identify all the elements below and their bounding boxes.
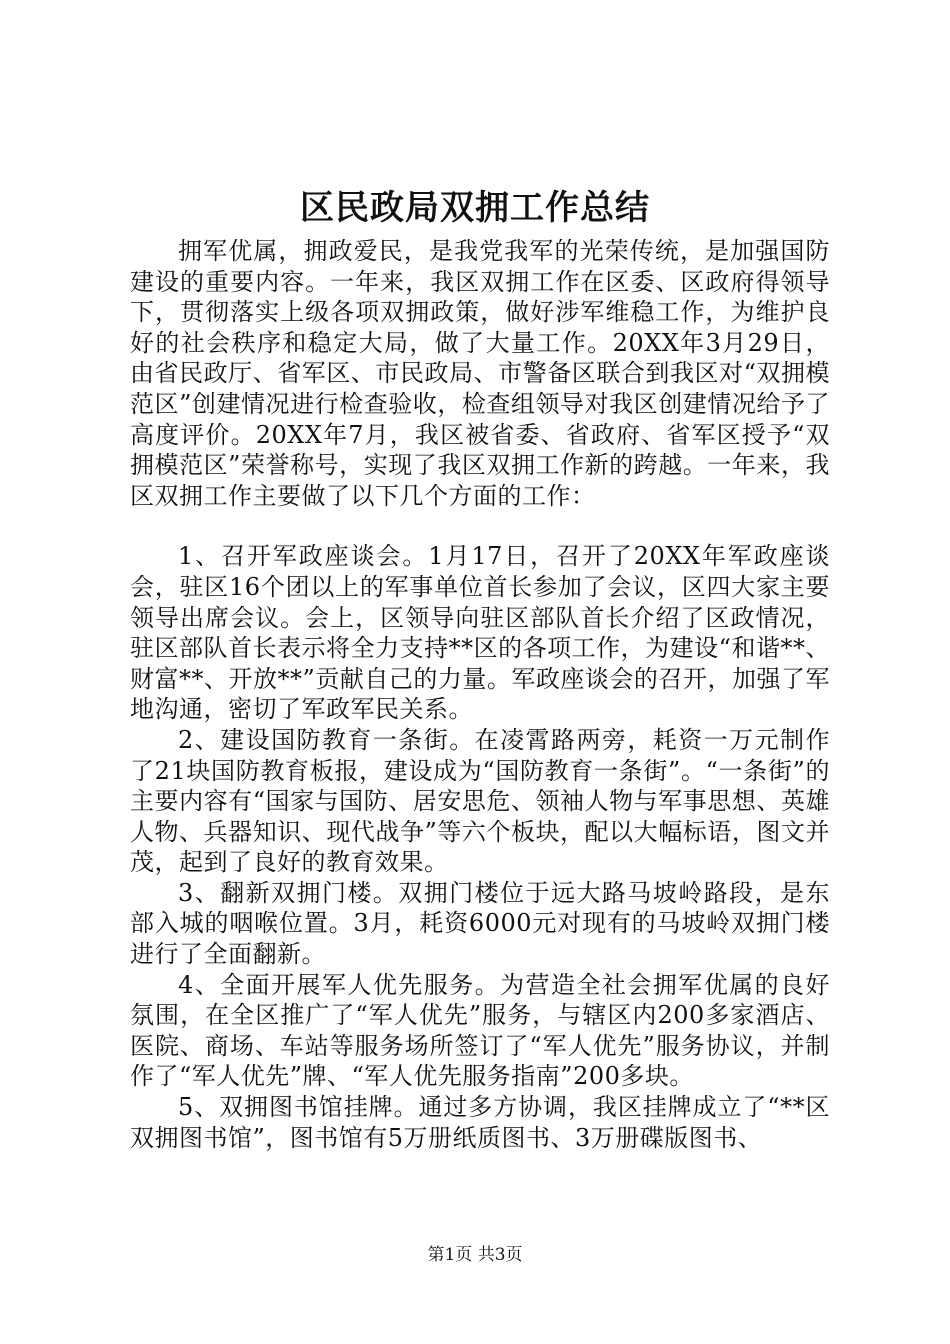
paragraph-intro: 拥军优属，拥政爱民，是我党我军的光荣传统，是加强国防建设的重要内容。一年来，我区双拥工作在区委、区政府得领导下，贯彻落实上级各项双拥政策，做好涉军维稳工作，为维护良好的社会秩序和稳定大局，做了大量工作。20XX年3月29日，由省民政厅、省军区、市民政局、市警备区联合到我区对“双拥模范区”创建情况进行检查验收，检查组领导对我区创建情况给予了高度评价。20XX年7月，我区被省委、省政府、省军区授予“双拥模范区”荣誉称号，实现了我区双拥工作新的跨越。一年来，我区双拥工作主要做了以下几个方面的工作： [130,237,830,510]
paragraph-item-2: 2、建设国防教育一条街。在凌霄路两旁，耗资一万元制作了21块国防教育板报，建设成为“国防教育一条街”。“一条街”的主要内容有“国家与国防、居安思危、领袖人物与军事思想、英雄人物、兵器知识、现代战争”等六个板块，配以大幅标语，图文并茂，起到了良好的教育效果。 [130,725,830,877]
page-number-footer: 第1页 共3页 [427,1245,523,1265]
paragraph-item-5: 5、双拥图书馆挂牌。通过多方协调，我区挂牌成立了“**区双拥图书馆”，图书馆有5万册纸质图书、3万册碟版图书、 [130,1093,830,1152]
document-title: 区民政局双拥工作总结 [300,188,650,228]
paragraph-item-1: 1、召开军政座谈会。1月17日，召开了20XX年军政座谈会，驻区16个团以上的军事单位首长参加了会议，区四大家主要领导出席会议。会上，区领导向驻区部队首长介绍了区政情况，驻区部队首长表示将全力支持**区的各项工作，为建设“和谐**、财富**、开放**”贡献自己的力量。军政座谈会的召开，加强了军地沟通，密切了军政军民关系。 [130,542,830,724]
document-body [130,236,830,1153]
paragraph-item-4: 4、全面开展军人优先服务。为营造全社会拥军优属的良好氛围，在全区推广了“军人优先”服务，与辖区内200多家酒店、医院、商场、车站等服务场所签订了“军人优先”服务协议，并制作了“军人优先”牌、“军人优先服务指南”200多块。 [130,970,830,1091]
paragraph-item-3: 3、翻新双拥门楼。双拥门楼位于远大路马坡岭路段，是东部入城的咽喉位置。3月，耗资6000元对现有的马坡岭双拥门楼进行了全面翻新。 [130,878,830,969]
